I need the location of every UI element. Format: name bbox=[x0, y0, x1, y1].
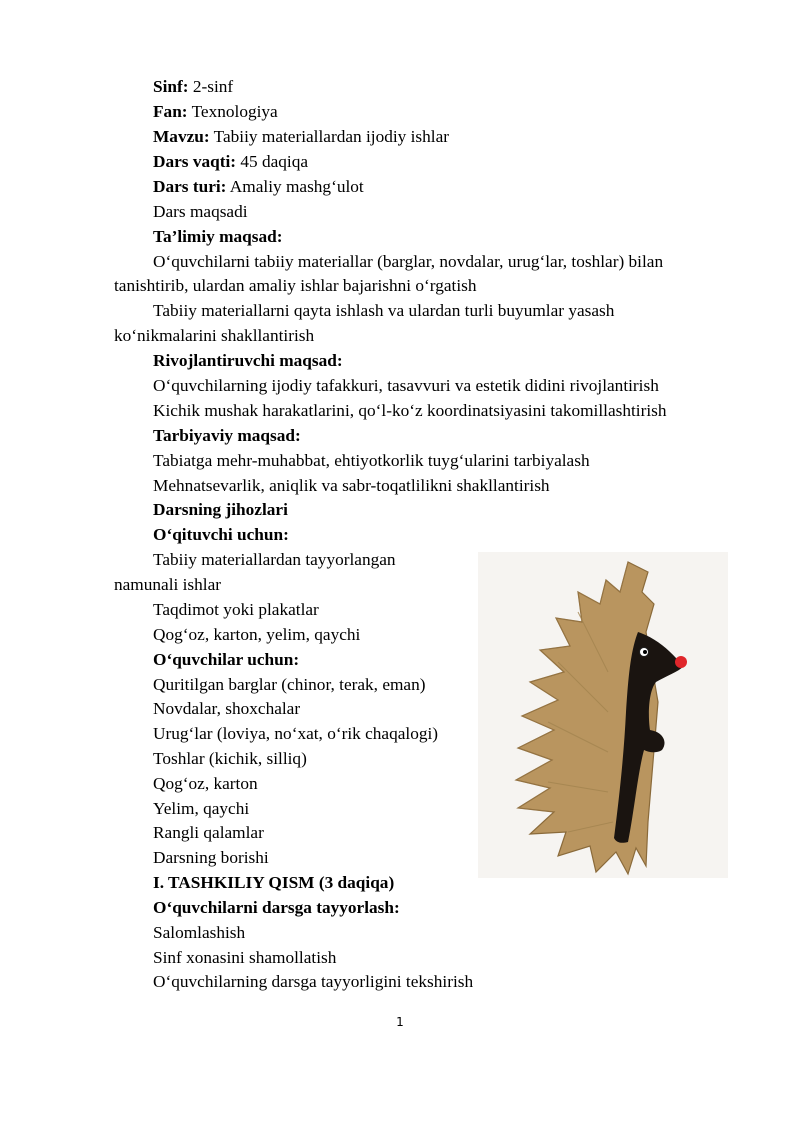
oquvchi-item: Quritilgan barglar (chinor, terak, eman) bbox=[153, 675, 426, 694]
oquvchi-item: Yelim, qaychi bbox=[153, 799, 250, 818]
header-sinf: Sinf: 2-sinf bbox=[153, 77, 234, 96]
tarbiyaviy-item: Tabiatga mehr-muhabbat, ehtiyotkorlik tuyg‘ularini tarbiyalash bbox=[153, 451, 590, 470]
rivojlantiruvchi-item: Kichik mushak harakatlarini, qo‘l-ko‘z koordinatsiyasini takomillashtirish bbox=[153, 401, 667, 420]
oquvchi-item: Qog‘oz, karton bbox=[153, 774, 258, 793]
tashkiliy-item: O‘quvchilarning darsga tayyorligini tekshirish bbox=[153, 972, 474, 991]
hedgehog-leaf-craft-photo bbox=[478, 552, 728, 878]
tarbiyaviy-item: Mehnatsevarlik, aniqlik va sabr-toqatlilikni shakllantirish bbox=[153, 476, 550, 495]
darsning-borishi: Darsning borishi bbox=[153, 848, 269, 867]
oqituvchi-item-cont: namunali ishlar bbox=[114, 575, 222, 594]
jihozlar-heading: Darsning jihozlari bbox=[153, 500, 288, 519]
talimiy-p2-cont: ko‘nikmalarini shakllantirish bbox=[114, 326, 315, 345]
oqituvchi-item: Qog‘oz, karton, yelim, qaychi bbox=[153, 625, 361, 644]
tashkiliy-subheading: O‘quvchilarni darsga tayyorlash: bbox=[153, 898, 400, 917]
tashkiliy-heading: I. TASHKILIY QISM (3 daqiqa) bbox=[153, 873, 395, 892]
oqituvchi-heading: O‘qituvchi uchun: bbox=[153, 525, 289, 544]
talimiy-p2: Tabiiy materiallarni qayta ishlash va ulardan turli buyumlar yasash bbox=[153, 301, 615, 320]
hedgehog-icon bbox=[478, 552, 728, 878]
rivojlantiruvchi-item: O‘quvchilarning ijodiy tafakkuri, tasavvuri va estetik didini rivojlantirish bbox=[153, 376, 659, 395]
header-fan: Fan: Texnologiya bbox=[153, 102, 278, 121]
oquvchi-item: Urug‘lar (loviya, no‘xat, o‘rik chaqalogi) bbox=[153, 724, 439, 743]
oqituvchi-item: Tabiiy materiallardan tayyorlangan bbox=[153, 550, 396, 569]
oquvchi-heading: O‘quvchilar uchun: bbox=[153, 650, 300, 669]
talimiy-p1-cont: tanishtirib, ulardan amaliy ishlar bajarishni o‘rgatish bbox=[114, 276, 477, 295]
header-mavzu: Mavzu: Tabiiy materiallardan ijodiy ishlar bbox=[153, 127, 450, 146]
tarbiyaviy-heading: Tarbiyaviy maqsad: bbox=[153, 426, 301, 445]
header-dars-vaqti: Dars vaqti: 45 daqiqa bbox=[153, 152, 309, 171]
oquvchi-item: Novdalar, shoxchalar bbox=[153, 699, 301, 718]
oquvchi-item: Toshlar (kichik, silliq) bbox=[153, 749, 307, 768]
rivojlantiruvchi-heading: Rivojlantiruvchi maqsad: bbox=[153, 351, 343, 370]
hedgehog-nose bbox=[675, 656, 687, 668]
tashkiliy-item: Sinf xonasini shamollatish bbox=[153, 948, 337, 967]
page-number: 1 bbox=[396, 1015, 404, 1029]
dars-maqsadi: Dars maqsadi bbox=[153, 202, 248, 221]
oquvchi-item: Rangli qalamlar bbox=[153, 823, 264, 842]
tashkiliy-item: Salomlashish bbox=[153, 923, 246, 942]
talimiy-p1: O‘quvchilarni tabiiy materiallar (barglar, novdalar, urug‘lar, toshlar) bilan bbox=[153, 252, 664, 271]
header-dars-turi: Dars turi: Amaliy mashg‘ulot bbox=[153, 177, 364, 196]
talimiy-heading: Ta’limiy maqsad: bbox=[153, 227, 283, 246]
oqituvchi-item: Taqdimot yoki plakatlar bbox=[153, 600, 319, 619]
